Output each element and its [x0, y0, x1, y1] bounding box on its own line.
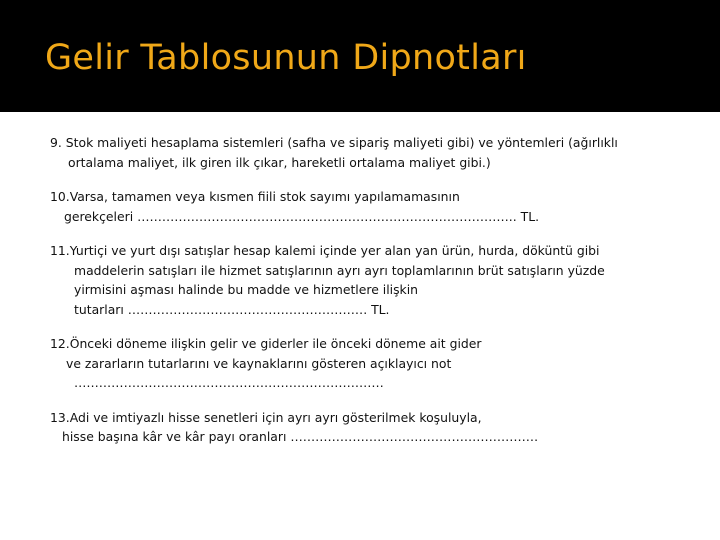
footnote-line: 13.Adi ve imtiyazlı hisse senetleri için ayrı ayrı gösterilmek koşuluyla, — [50, 409, 482, 425]
footnote-item-11 — [50, 241, 690, 319]
footnote-line: ve zararların tutarlarını ve kaynaklarını gösteren açıklayıcı not — [66, 355, 452, 371]
footnote-line: ………………………………………………………………… — [74, 375, 384, 390]
footnote-item-13 — [50, 408, 690, 447]
footnote-line: hisse başına kâr ve kâr payı oranları …………………………………………………… — [62, 429, 539, 444]
footnote-list — [50, 133, 690, 462]
slide-title: Gelir Tablosunun Dipnotları — [45, 38, 527, 78]
footnote-line: 10.Varsa, tamamen veya kısmen fiili stok sayımı yapılamamasının — [50, 189, 460, 204]
footnote-line: 11.Yurtiçi ve yurt dışı satışlar hesap kalemi içinde yer alan yan ürün, hurda, döküntü gibi — [50, 243, 600, 258]
footnote-item-12 — [50, 334, 690, 393]
footnote-line: gerekçeleri ……………………………………………………………………………….. TL. — [64, 208, 540, 224]
footnote-line: 9. Stok maliyeti hesaplama sistemleri (safha ve sipariş maliyeti gibi) ve yöntemleri (ağırlıklı — [50, 135, 618, 150]
footnote-line: 12.Önceki döneme ilişkin gelir ve giderler ile önceki döneme ait gider — [50, 336, 482, 351]
footnote-item-10 — [50, 187, 690, 226]
footnote-line: tutarları …………………………………………………. TL. — [74, 301, 390, 317]
title-bar — [0, 0, 720, 112]
footnote-item-9 — [50, 133, 690, 172]
footnote-line: ortalama maliyet, ilk giren ilk çıkar, hareketli ortalama maliyet gibi.) — [68, 154, 491, 170]
footnote-line: yirmisini aşması halinde bu madde ve hizmetlere ilişkin — [74, 282, 419, 297]
footnote-line: maddelerin satışları ile hizmet satışlarının ayrı ayrı toplamlarının brüt satışların yüzde — [74, 262, 605, 278]
